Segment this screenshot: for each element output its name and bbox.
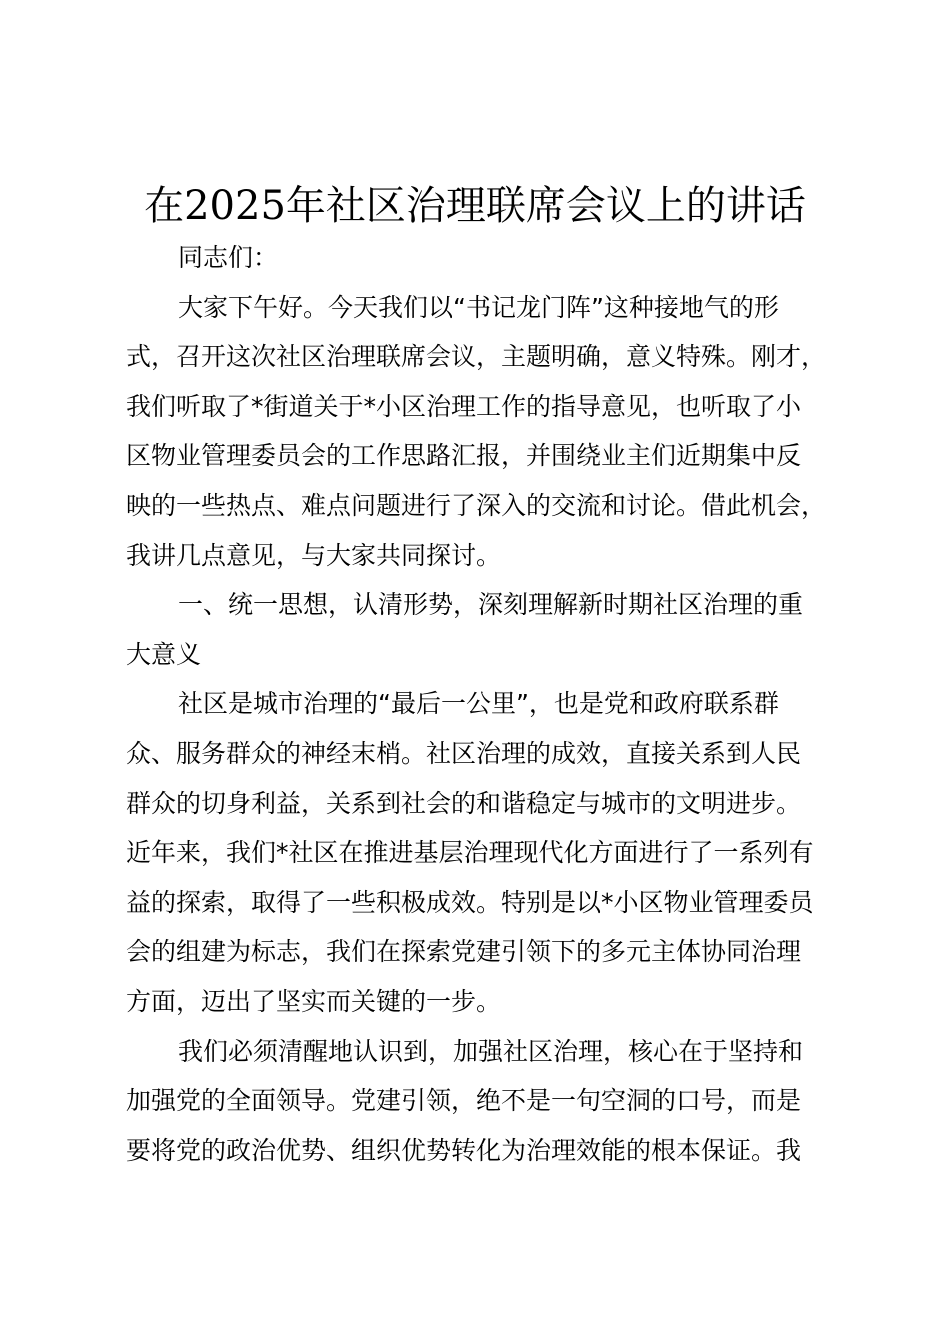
text-line: 社区是城市治理的“最后一公里”，也是党和政府联系群 — [178, 689, 779, 719]
paragraph — [126, 283, 838, 581]
text-line: 一、统一思想，认清形势，深刻理解新时期社区治理的重 — [178, 590, 804, 620]
text-line: 我们听取了*街道关于*小区治理工作的指导意见，也听取了小 — [126, 391, 802, 421]
text-line: 大意义 — [126, 639, 202, 669]
text-line: 大家下午好。今天我们以“书记龙门阵”这种接地气的形 — [178, 292, 779, 322]
paragraph — [126, 1027, 838, 1176]
text-line: 益的探索，取得了一些积极成效。特别是以*小区物业管理委员 — [126, 887, 814, 917]
text-line: 要将党的政治优势、组织优势转化为治理效能的根本保证。我 — [126, 1135, 802, 1165]
text-line: 群众的切身利益，关系到社会的和谐稳定与城市的文明进步。 — [126, 788, 802, 818]
text-line: 式，召开这次社区治理联席会议，主题明确，意义特殊。刚才， — [126, 342, 827, 372]
text-line: 加强党的全面领导。党建引领，绝不是一句空洞的口号，而是 — [126, 1086, 802, 1116]
text-line: 方面，迈出了坚实而关键的一步。 — [126, 986, 502, 1016]
text-line: 近年来，我们*社区在推进基层治理现代化方面进行了一系列有 — [126, 838, 814, 868]
text-line: 映的一些热点、难点问题进行了深入的交流和讨论。借此机会， — [126, 490, 827, 520]
document-title: 在2025年社区治理联席会议上的讲话 — [144, 183, 806, 229]
text-line: 区物业管理委员会的工作思路汇报，并围绕业主们近期集中反 — [126, 441, 802, 471]
section-heading — [126, 580, 838, 679]
text-line: 我讲几点意见，与大家共同探讨。 — [126, 540, 502, 570]
text-line: 会的组建为标志，我们在探索党建引领下的多元主体协同治理 — [126, 937, 802, 967]
document-body — [126, 233, 838, 1175]
text-line: 众、服务群众的神经末梢。社区治理的成效，直接关系到人民 — [126, 738, 802, 768]
salutation: 同志们： — [178, 243, 279, 272]
text-line: 我们必须清醒地认识到，加强社区治理，核心在于坚持和 — [178, 1036, 804, 1066]
paragraph — [126, 679, 838, 1026]
